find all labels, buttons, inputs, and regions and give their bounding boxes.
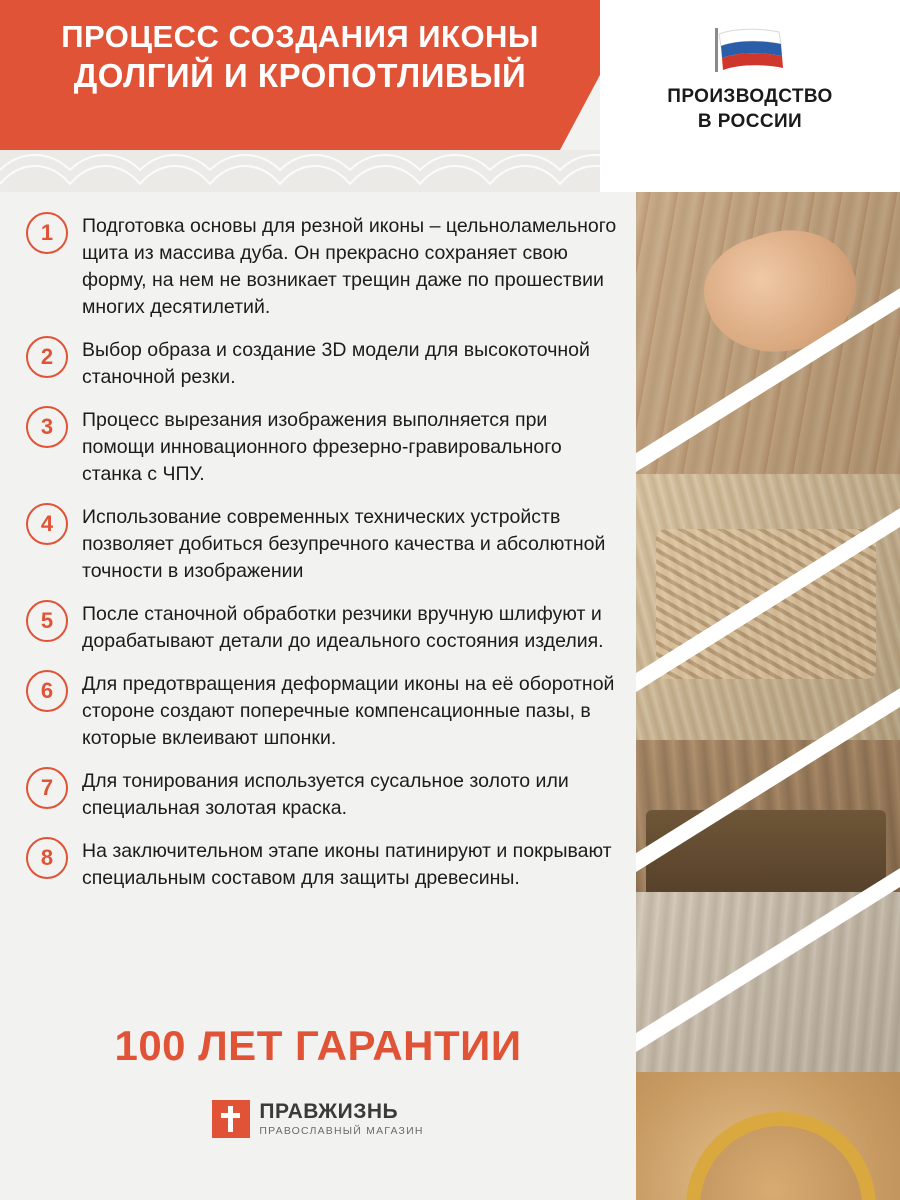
step-number-badge: 3: [26, 406, 68, 448]
step-text: Для тонирования используется сусальное золото или специальная золотая краска.: [82, 770, 569, 819]
list-item: [26, 598, 618, 655]
list-item: [26, 210, 618, 321]
guarantee-headline: 100 ЛЕТ ГАРАНТИИ: [114, 1022, 522, 1069]
step-text: На заключительном этапе иконы патинируют и покрывают специальным составом для защиты древесины.: [82, 840, 612, 889]
steps-list: [26, 210, 618, 905]
list-item: [26, 835, 618, 892]
list-item: [26, 765, 618, 822]
list-item: [26, 404, 618, 488]
step-text: Процесс вырезания изображения выполняется при помощи инновационного фрезерно-гравировального станка с ЧПУ.: [82, 409, 562, 485]
list-item: [26, 501, 618, 585]
brand-logo: [0, 1100, 636, 1138]
ornament-divider: [0, 150, 900, 192]
step-text: После станочной обработки резчики вручную шлифуют и дорабатывают детали до идеального состояния изделия.: [82, 603, 604, 652]
content-column: [0, 192, 636, 1200]
russian-flag-icon: [715, 26, 785, 72]
made-in-russia-line2: В РОССИИ: [697, 111, 803, 132]
step-number-badge: 6: [26, 670, 68, 712]
list-item: [26, 668, 618, 752]
page-title-line2: ДОЛГИЙ И КРОПОТЛИВЫЙ: [73, 57, 527, 94]
step-number-badge: 5: [26, 600, 68, 642]
made-in-russia-badge: [600, 0, 900, 150]
step-number-badge: 8: [26, 837, 68, 879]
step-number-badge: 7: [26, 767, 68, 809]
step-text: Выбор образа и создание 3D модели для высокоточной станочной резки.: [82, 339, 590, 388]
step-text: Для предотвращения деформации иконы на её оборотной стороне создают поперечные компенсационные пазы, в которые вклеивают шпонки.: [82, 673, 615, 749]
list-item: [26, 334, 618, 391]
step-text: Использование современных технических устройств позволяет добиться безупречного качества и абсолютной точности в изображении: [82, 506, 606, 582]
step-number-badge: 1: [26, 212, 68, 254]
ornament-pattern-icon: [0, 150, 640, 192]
page-title-line1: ПРОЦЕСС СОЗДАНИЯ ИКОНЫ: [61, 19, 539, 54]
brand-name: ПРАВЖИЗНЬ: [259, 1100, 399, 1124]
step-number-badge: 2: [26, 336, 68, 378]
photo-finished-gilded-icon: [636, 1072, 900, 1200]
step-text: Подготовка основы для резной иконы – цельноламельного щита из массива дуба. Он прекрасно сохраняет свою форму, на нем не возникает трещин даже по прошествии многих десятилетий.: [82, 215, 617, 318]
brand-logo-text: [259, 1101, 423, 1137]
header: [0, 0, 900, 150]
made-in-russia-text: [600, 84, 900, 134]
orthodox-cross-logo-icon: [212, 1100, 250, 1138]
brand-subtitle: ПРАВОСЛАВНЫЙ МАГАЗИН: [259, 1125, 424, 1138]
made-in-russia-line1: ПРОИЗВОДСТВО: [667, 86, 833, 107]
photo-collage: [636, 192, 900, 1200]
step-number-badge: 4: [26, 503, 68, 545]
page-title: [0, 18, 600, 96]
